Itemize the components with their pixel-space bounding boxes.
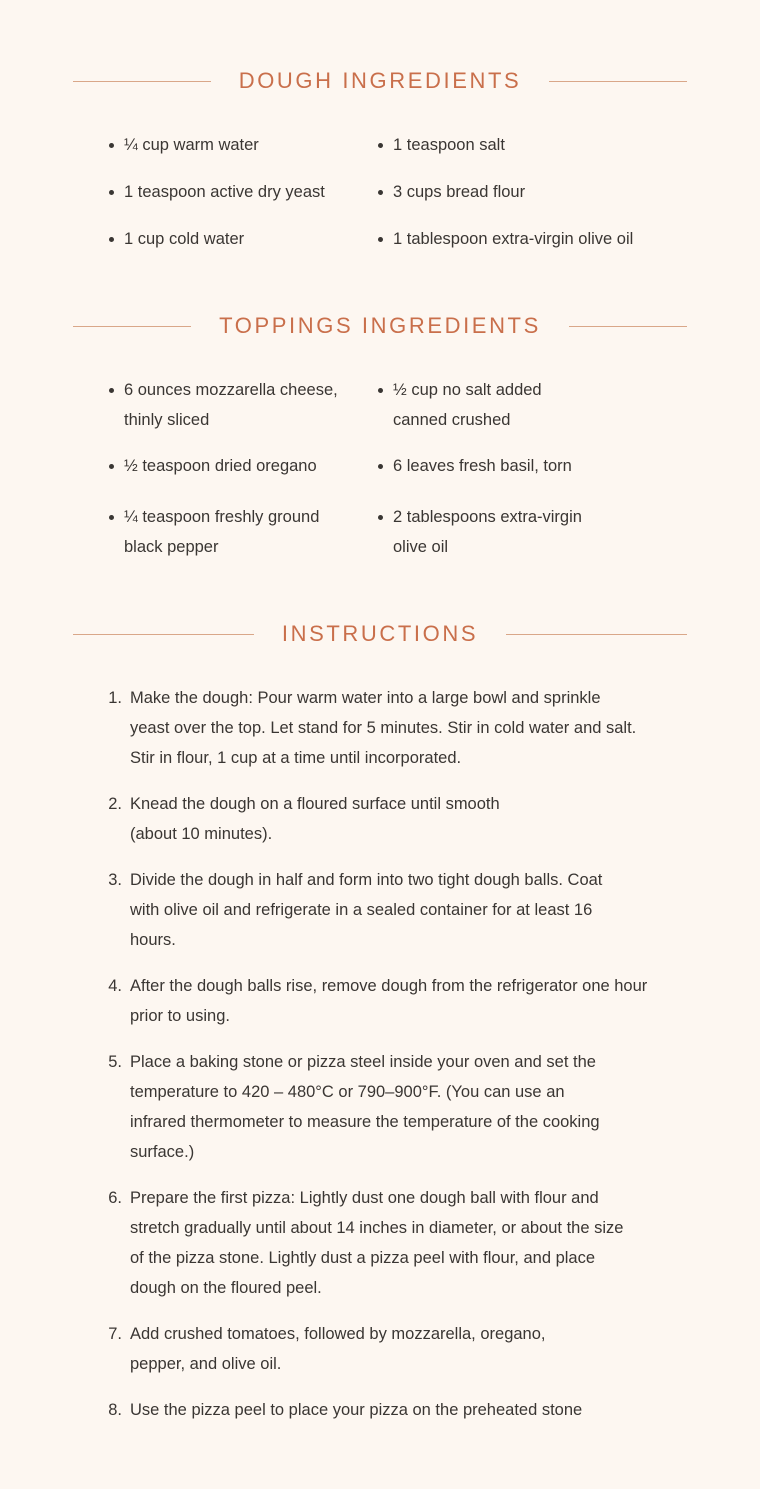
list-item: 6 leaves fresh basil, torn xyxy=(378,451,648,481)
list-item: ¼ teaspoon freshly ground black pepper xyxy=(109,502,359,562)
heading-rule-left xyxy=(73,326,191,327)
step-text: After the dough balls rise, remove dough from the refrigerator one hour prior to using. xyxy=(130,977,648,1025)
instructions-heading xyxy=(73,619,687,649)
instruction-step xyxy=(100,1395,656,1425)
heading-rule-right xyxy=(549,81,687,82)
dough-ingredients-list-left xyxy=(109,130,379,270)
dough-ingredients-heading xyxy=(73,66,687,96)
heading-rule-left xyxy=(73,81,211,82)
step-number: 5. xyxy=(108,1053,122,1071)
instruction-step xyxy=(100,1183,635,1303)
list-item: ½ teaspoon dried oregano xyxy=(109,451,379,481)
step-number: 6. xyxy=(108,1189,122,1207)
heading-rule-right xyxy=(506,634,687,635)
instruction-step xyxy=(100,1047,615,1167)
step-number: 4. xyxy=(108,977,122,995)
step-number: 2. xyxy=(108,795,122,813)
list-item: ¼ cup warm water xyxy=(109,130,379,160)
instruction-step xyxy=(100,683,640,773)
list-item: 1 cup cold water xyxy=(109,224,379,254)
list-item: 6 ounces mozzarella cheese, thinly sliced xyxy=(109,375,359,435)
step-number: 1. xyxy=(108,689,122,707)
instruction-step xyxy=(100,865,605,955)
step-text: Prepare the first pizza: Lightly dust one dough ball with flour and stretch gradually until about 14 inches in diameter, or about the size of the pizza stone. Lightly dust a pizza peel with flour, and place dough on the floured peel. xyxy=(130,1189,624,1297)
instruction-step xyxy=(100,1319,585,1379)
section-title: INSTRUCTIONS xyxy=(281,621,479,646)
list-item: 1 tablespoon extra-virgin olive oil xyxy=(378,224,648,254)
step-text: Place a baking stone or pizza steel inside your oven and set the temperature to 420 – 480°C or 790–900°F. (You can use an infrared thermometer to measure the temperature of the cooking surface.) xyxy=(130,1053,600,1161)
dough-ingredients-list-right xyxy=(378,130,648,270)
list-item: 1 teaspoon active dry yeast xyxy=(109,177,379,207)
toppings-ingredients-list-left xyxy=(109,375,379,565)
step-text: Knead the dough on a floured surface until smooth (about 10 minutes). xyxy=(130,795,500,843)
instruction-step xyxy=(100,971,656,1031)
section-title: DOUGH INGREDIENTS xyxy=(238,68,522,93)
toppings-ingredients-heading xyxy=(73,311,687,341)
step-number: 8. xyxy=(108,1401,122,1419)
step-number: 7. xyxy=(108,1325,122,1343)
step-text: Add crushed tomatoes, followed by mozzarella, oregano, pepper, and olive oil. xyxy=(130,1325,546,1373)
step-number: 3. xyxy=(108,871,122,889)
step-text: Use the pizza peel to place your pizza on the preheated stone xyxy=(130,1401,583,1419)
section-title: TOPPINGS INGREDIENTS xyxy=(219,313,541,338)
list-item: 3 cups bread flour xyxy=(378,177,648,207)
list-item: 1 teaspoon salt xyxy=(378,130,648,160)
list-item: ½ cup no salt added canned crushed xyxy=(378,375,578,435)
instruction-step xyxy=(100,789,545,849)
instructions-list xyxy=(100,683,660,1443)
step-text: Make the dough: Pour warm water into a large bowl and sprinkle yeast over the top. Let stand for 5 minutes. Stir in cold water and salt. Stir in flour, 1 cup at a time until incorporated. xyxy=(130,689,637,767)
list-item: 2 tablespoons extra-virgin olive oil xyxy=(378,502,613,562)
step-text: Divide the dough in half and form into two tight dough balls. Coat with olive oil and refrigerate in a sealed container for at least 16 hours. xyxy=(130,871,603,949)
heading-rule-left xyxy=(73,634,254,635)
heading-rule-right xyxy=(569,326,687,327)
toppings-ingredients-list-right xyxy=(378,375,648,565)
